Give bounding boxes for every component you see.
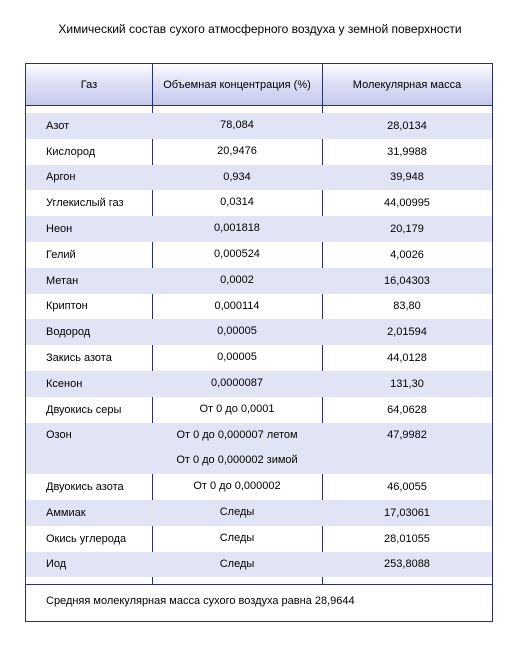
table-row [26,552,492,578]
cell-gas: Аргон [46,171,76,184]
concentration-value: 0,000114 [214,299,260,312]
header-mass: Молекулярная масса [352,78,462,91]
cell-mass: 2,01594 [387,326,427,339]
cell-gas: Иод [46,558,67,571]
concentration-value: 0,001818 [214,222,260,235]
table-row [26,268,492,294]
concentration-value: 0,00005 [217,325,257,338]
cell-mass: 16,04303 [384,274,430,287]
cell-gas: Метан [46,274,79,287]
table-row [26,423,492,475]
table-header [26,64,492,106]
concentration-value: 20,9476 [217,144,257,157]
cell-mass: 28,0134 [387,119,427,132]
cell-concentration [152,165,322,191]
cell-mass: 131,30 [390,377,424,390]
cell-gas: Закись азота [46,352,112,365]
concentration-value: 78,084 [220,119,254,131]
table-row [26,397,492,423]
cell-mass: 253,8088 [384,558,430,571]
cell-mass: 31,9988 [387,145,427,158]
cell-gas: Водород [46,326,91,339]
table-row [26,474,492,500]
cell-gas: Озон [46,428,72,441]
cell-concentration [152,526,322,552]
table-row [26,294,492,320]
concentration-value: От 0 до 0,000007 летом [176,428,298,441]
cell-mass: 47,9982 [387,428,427,441]
cell-concentration [152,345,322,371]
concentration-value: Следы [219,557,255,570]
concentration-value: 0,0002 [220,273,254,286]
table-footer-note: Средняя молекулярная масса сухого воздуха равна 28,9644 [46,595,355,607]
concentration-value: 0,0314 [220,196,254,209]
cell-mass: 20,179 [390,223,424,236]
cell-concentration [152,294,322,320]
cell-gas: Гелий [46,248,76,261]
table-row [26,139,492,165]
cell-mass: 64,0628 [387,403,427,416]
cell-mass: 4,0026 [390,248,424,261]
cell-concentration [152,397,322,423]
cell-gas: Двуокись серы [46,403,122,416]
table-row [26,190,492,216]
cell-mass: 39,948 [390,171,424,184]
cell-concentration [152,319,322,345]
cell-mass: 44,00995 [384,197,430,210]
table-row [26,345,492,371]
table-body [26,106,492,585]
concentration-value: От 0 до 0,000002 [193,480,281,493]
cell-concentration [152,423,322,475]
page-title: Химический состав сухого атмосферного воздуха у земной поверхности [58,22,462,36]
cell-mass: 28,01055 [384,532,430,545]
cell-gas: Криптон [46,300,88,313]
cell-mass: 83,80 [393,300,421,313]
cell-concentration [152,371,322,397]
concentration-value: 0,000524 [214,247,260,260]
table-row [26,216,492,242]
cell-concentration [152,216,322,242]
table-spacer [26,106,492,113]
header-gas: Газ [80,78,98,91]
concentration-value: От 0 до 0,000002 зимой [176,454,298,467]
cell-gas: Двуокись азота [46,481,124,494]
table-row [26,319,492,345]
cell-concentration [152,552,322,578]
cell-gas: Окись углерода [46,532,127,545]
cell-concentration [152,139,322,165]
concentration-value: 0,0000087 [211,376,263,389]
cell-concentration [152,500,322,526]
cell-gas: Ксенон [46,377,83,390]
cell-gas: Углекислый газ [46,197,124,210]
cell-mass: 44,0128 [387,352,427,365]
concentration-value: От 0 до 0,0001 [199,402,275,415]
cell-gas: Кислород [46,145,96,158]
table-row [26,165,492,191]
concentration-value: 0,00005 [217,351,257,364]
cell-concentration [152,190,322,216]
header-concentration: Объемная концентрация (%) [163,78,311,91]
table-row [26,371,492,397]
cell-mass: 17,03061 [384,506,430,519]
cell-gas: Азот [46,119,70,132]
concentration-value: Следы [219,531,255,544]
table-row [26,242,492,268]
cell-concentration [152,242,322,268]
table-row [26,113,492,139]
cell-gas: Аммиак [46,506,86,519]
concentration-value: 0,934 [223,170,251,183]
cell-concentration [152,474,322,500]
table-row [26,500,492,526]
cell-concentration [152,113,322,139]
cell-mass: 46,0055 [387,481,427,494]
composition-table [25,63,493,622]
concentration-value: Следы [219,505,255,518]
table-row [26,526,492,552]
cell-concentration [152,268,322,294]
cell-gas: Неон [46,223,73,236]
